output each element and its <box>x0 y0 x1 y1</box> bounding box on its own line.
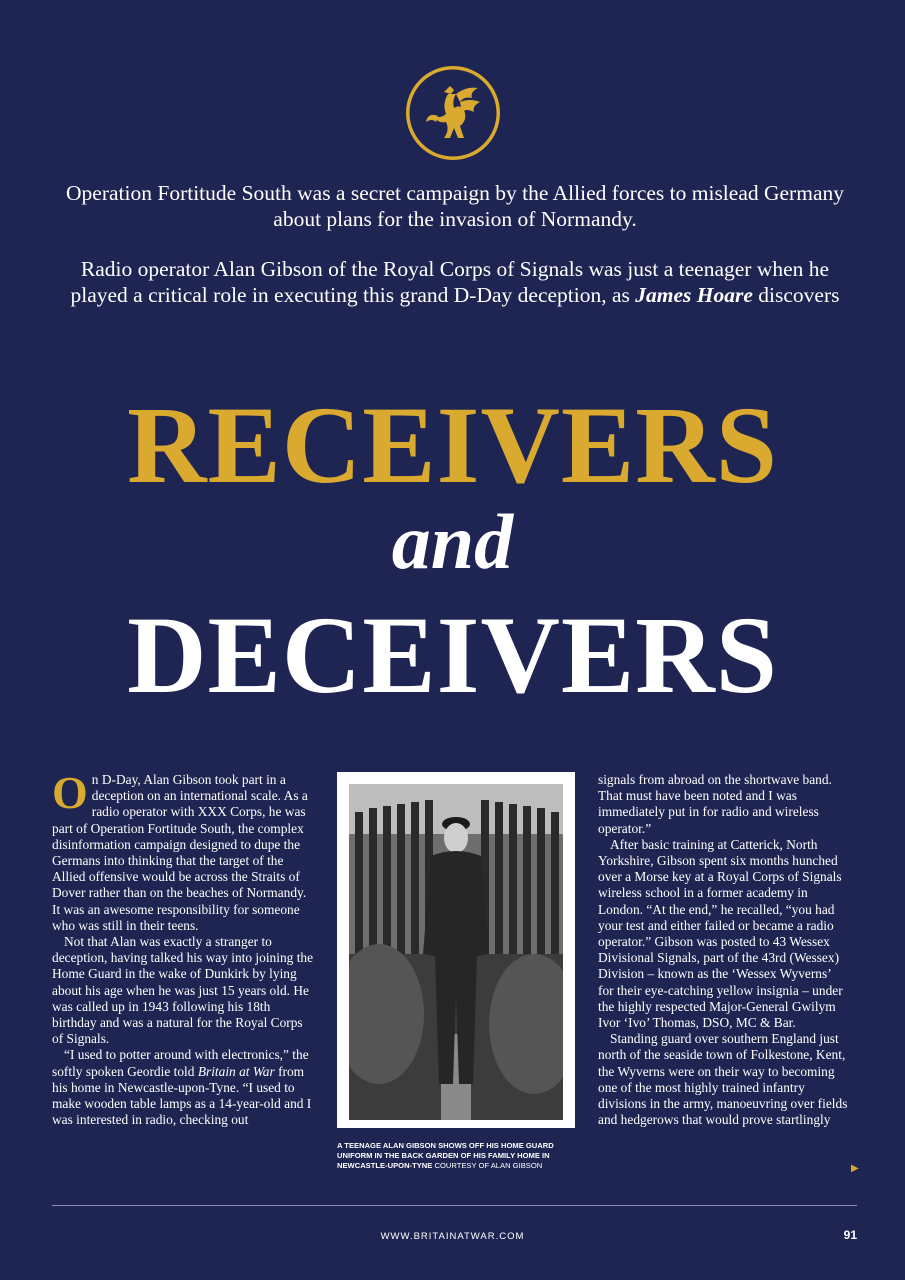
headline-and: and <box>391 498 514 585</box>
headline-receivers: RECEIVERS <box>127 384 778 506</box>
article-paragraph: “I used to potter around with electronics,” the softly spoken Geordie told Britain at War from his home in Newcastle-upon-Tyne. “I used to make wooden table lamps as a 14-year-old and I was interested in radio, checking out <box>52 1047 312 1128</box>
article-paragraph: Not that Alan was exactly a stranger to deception, having talked his way into joining the Home Guard in the wake of Dunkirk by lying about his age when he was just 15 years old. He was called up in 1943 following his 18th birthday and was a natural for the Royal Corps of Signals. <box>52 934 314 1047</box>
photo-credit: COURTESY OF ALAN GIBSON <box>434 1161 543 1170</box>
article-column-2 <box>598 772 848 1128</box>
article-column-1 <box>52 767 314 1128</box>
standfirst-para-2 <box>60 256 850 308</box>
article-paragraph: After basic training at Catterick, North Yorkshire, Gibson spent six months hunched over a Morse key at a Royal Corps of Signals wireless school in a former academy in London. “At the end,” he recalled, “you had your test and either failed or became a radio operator.” Gibson was posted to 43 Wessex Divisional Signals, part of the 43rd (Wessex) Division – known as the ‘Wessex Wyverns’ for their eye-catching yellow insignia – under the highly respected Major-General Gwilym Ivor ‘Ivo’ Thomas, DSO, MC & Bar. <box>598 836 843 1031</box>
photo-caption: A TEENAGE ALAN GIBSON SHOWS OFF HIS HOME GUARD UNIFORM IN THE BACK GARDEN OF HIS FAMILY HOME IN NEWCASTLE-UPON-TYNE COURTESY OF ALAN GIBSON <box>337 1141 554 1170</box>
standfirst-text: Radio operator Alan Gibson of the Royal Corps of Signals was just a teenager when he played a critical role in executing this grand D-Day deception, as <box>70 257 830 307</box>
article-paragraph: signals from abroad on the shortwave band. That must have been noted and I was immediately put in for radio and wireless operator.” <box>598 772 832 836</box>
wyvern-badge-icon <box>404 64 502 162</box>
alan-gibson-photo <box>349 784 563 1120</box>
article-paragraph: Standing guard over southern England just north of the seaside town of Folkestone, Kent, the Wyverns were on their way to becoming one of the most highly trained infantry divisions in the army, manoeuvring over fields and hedgerows that would prove startlingly <box>598 1031 848 1128</box>
drop-cap: O <box>52 767 88 818</box>
footer-divider <box>52 1205 857 1206</box>
continue-arrow-icon: ▶ <box>851 1163 859 1174</box>
footer-url: WWW.BRITAINATWAR.COM <box>380 1231 525 1242</box>
headline-deceivers: DECEIVERS <box>127 594 778 716</box>
publication-name: Britain at War <box>197 1063 275 1079</box>
standfirst-text-end: discovers <box>758 283 840 307</box>
standfirst-para-1: Operation Fortitude South was a secret campaign by the Allied forces to mislead Germany about plans for the invasion of Normandy. <box>66 181 844 231</box>
author-name: James Hoare <box>635 283 753 307</box>
page-number: 91 <box>843 1228 857 1242</box>
standfirst <box>60 180 850 332</box>
article-paragraph: On D-Day, Alan Gibson took part in a deception on an international scale. As a radio operator with XXX Corps, he was part of Operation Fortitude South, the complex disinformation campaign designed to dupe the Germans into thinking that the target of the Allied offensive would be across the Straits of Dover rather than on the beaches of Normandy. It was an awesome responsibility for someone who was still in their teens. <box>52 767 308 933</box>
